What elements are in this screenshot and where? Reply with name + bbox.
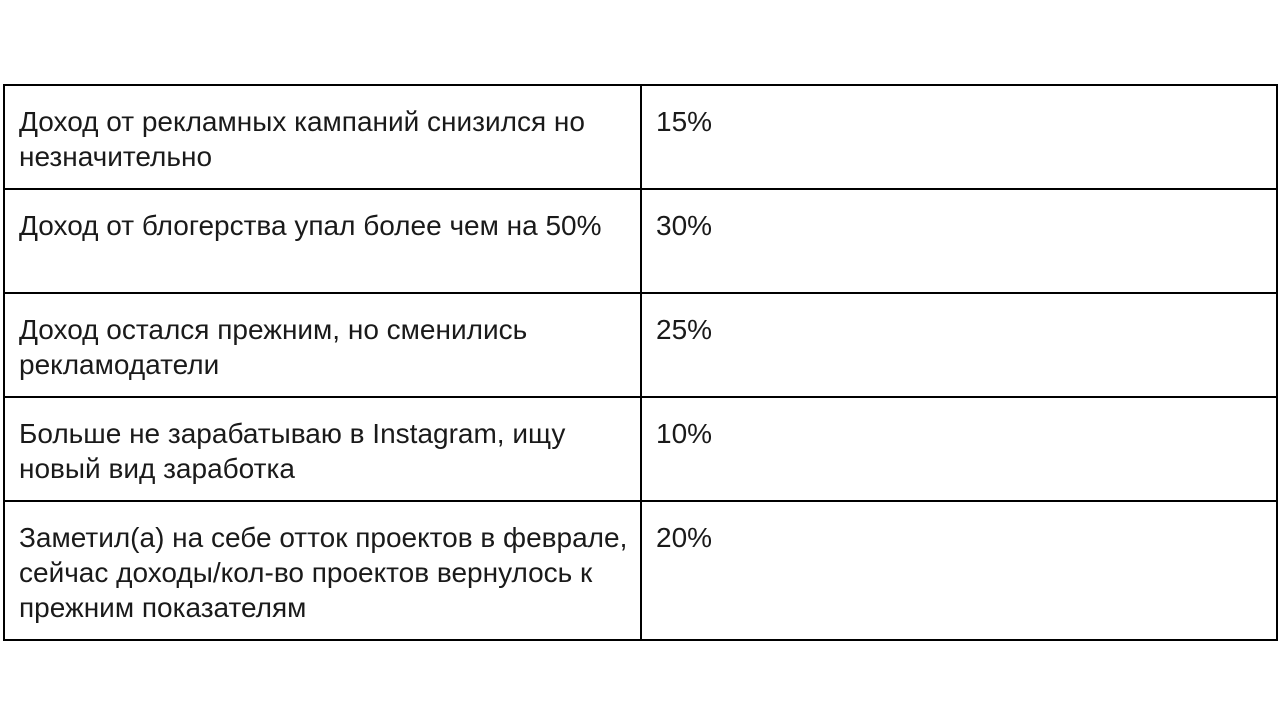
- answer-label: Доход от рекламных кампаний снизился но незначительно: [4, 85, 641, 189]
- answer-percent: 25%: [641, 293, 1277, 397]
- table-row: [4, 85, 1277, 189]
- answer-percent: 20%: [641, 501, 1277, 640]
- answer-label: Больше не зарабатываю в Instagram, ищу новый вид заработка: [4, 397, 641, 501]
- survey-results-table: [3, 84, 1278, 641]
- table-row: [4, 501, 1277, 640]
- answer-percent: 15%: [641, 85, 1277, 189]
- answer-label: Заметил(а) на себе отток проектов в феврале, сейчас доходы/кол-во проектов вернулось к прежним показателям: [4, 501, 641, 640]
- answer-percent: 30%: [641, 189, 1277, 293]
- answer-label: Доход от блогерства упал более чем на 50%: [4, 189, 641, 293]
- table-row: [4, 189, 1277, 293]
- table-row: [4, 397, 1277, 501]
- table-row: [4, 293, 1277, 397]
- answer-percent: 10%: [641, 397, 1277, 501]
- answer-label: Доход остался прежним, но сменились рекламодатели: [4, 293, 641, 397]
